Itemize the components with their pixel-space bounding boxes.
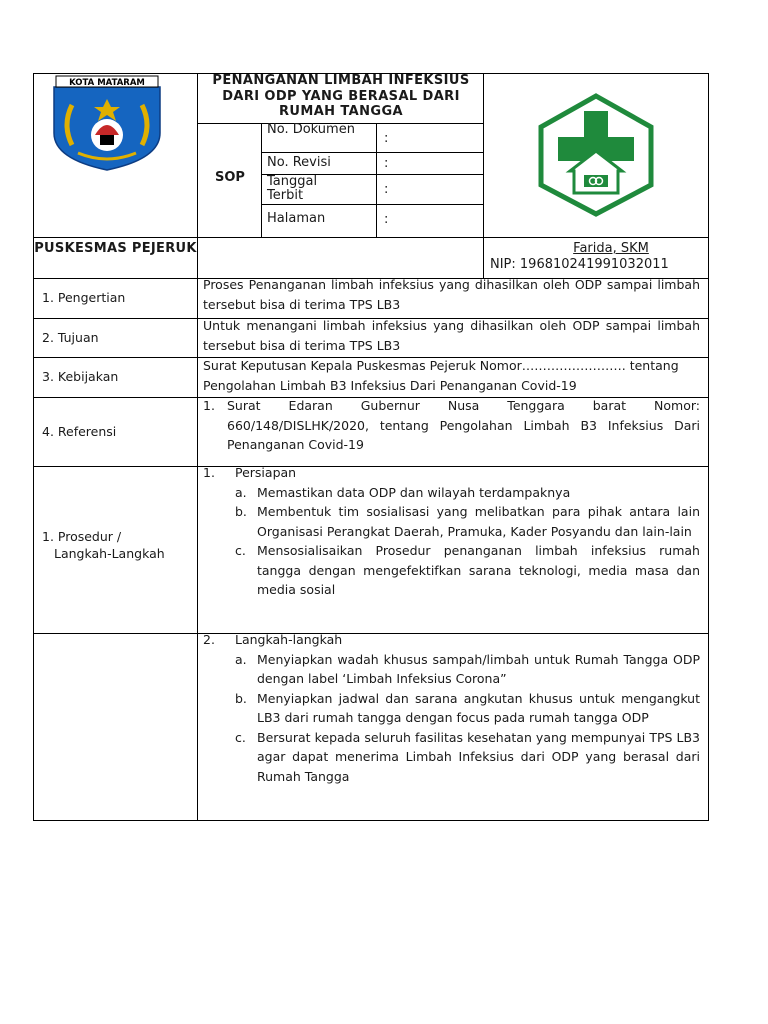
label-prosedur-line1: 1. Prosedur / <box>42 529 122 544</box>
meta-label-halaman: Halaman <box>267 211 326 226</box>
list-item <box>203 650 700 689</box>
sop-label: SOP <box>215 170 245 185</box>
signer-nip: NIP: 196810241991032011 <box>490 257 669 272</box>
label-prosedur-line2: Langkah-Langkah <box>54 546 165 561</box>
meta-label-no-dokumen: No. Dokumen <box>267 122 355 137</box>
list-text: Menyiapkan wadah khusus sampah/limbah untuk Rumah Tangga ODP dengan label ‘Limbah Infeksius Corona” <box>257 651 700 686</box>
list-mark: b. <box>235 690 247 706</box>
referensi-text: Surat Edaran Gubernur Nusa Tenggara barat Nomor: 660/148/DISLHK/2020, tentang Pengolahan Limbah B3 Infeksius Dari Penanganan Covid-19 <box>227 398 700 452</box>
list-text: Memastikan data ODP dan wilayah terdampaknya <box>257 484 571 500</box>
meta-value-no-revisi: : <box>384 156 389 171</box>
persiapan-section <box>203 463 700 600</box>
meta-label-tanggal-terbit: Tanggal Terbit <box>267 174 318 203</box>
meta-value-no-dokumen: : <box>384 131 389 146</box>
kota-mataram-logo <box>48 75 166 171</box>
list-mark: c. <box>235 729 246 745</box>
persiapan-number: 1. <box>203 465 215 480</box>
document-title: PENANGANAN LIMBAH INFEKSIUS DARI ODP YANG BERASAL DARI RUMAH TANGGA <box>212 73 470 119</box>
list-mark: a. <box>235 484 247 500</box>
logo-text: KOTA MATARAM <box>69 78 145 88</box>
langkah-number: 2. <box>203 632 215 647</box>
list-mark: a. <box>235 651 247 667</box>
list-item <box>203 502 700 541</box>
persiapan-title: Persiapan <box>235 465 297 480</box>
list-item <box>203 728 700 787</box>
list-mark: b. <box>235 504 247 519</box>
langkah-section <box>203 630 700 786</box>
list-mark: c. <box>235 543 246 558</box>
signer-name: Farida, SKM <box>573 241 649 256</box>
list-item <box>203 541 700 600</box>
meta-value-tanggal-terbit: : <box>384 182 389 197</box>
list-text: Membentuk tim sosialisasi yang melibatkan para pihak antara lain Organisasi Perangkat Daerah, Pramuka, Kader Posyandu dan lain-lain <box>257 504 700 539</box>
text-pengertian: Proses Penanganan limbah infeksius yang dihasilkan oleh ODP sampai limbah tersebut bisa di terima TPS LB3 <box>203 277 700 312</box>
organization-name: PUSKESMAS PEJERUK <box>34 241 197 256</box>
text-tujuan: Untuk menangani limbah infeksius yang dihasilkan oleh ODP sampai limbah tersebut bisa di terima TPS LB3 <box>203 318 700 353</box>
list-text: Menyiapkan jadwal dan sarana angkutan khusus untuk mengangkut LB3 dari rumah tangga dengan focus pada rumah tangga ODP <box>257 690 700 725</box>
referensi-number: 1. <box>203 398 215 413</box>
puskesmas-logo <box>538 93 654 217</box>
referensi-item <box>203 396 700 455</box>
label-prosedur <box>42 528 165 562</box>
text-kebijakan: Surat Keputusan Kepala Puskesmas Pejeruk Nomor……………………. tentang Pengolahan Limbah B3 Infeksius Dari Penanganan Covid-19 <box>203 358 679 393</box>
list-text: Mensosialisaikan Prosedur penanganan limbah infeksius rumah tangga dengan mengefektifkan sarana teknologi, media masa dan media sosial <box>257 543 700 597</box>
label-kebijakan: 3. Kebijakan <box>42 369 119 384</box>
signer-block <box>484 241 708 273</box>
langkah-title: Langkah-langkah <box>235 632 343 647</box>
list-item <box>203 689 700 728</box>
list-text: Bersurat kepada seluruh fasilitas kesehatan yang mempunyai TPS LB3 agar dapat menerima Limbah Infeksius dari ODP yang berasal dari Rumah Tangga <box>257 729 700 784</box>
meta-value-halaman: : <box>384 212 389 227</box>
label-pengertian: 1. Pengertian <box>42 290 126 305</box>
label-tujuan: 2. Tujuan <box>42 330 99 345</box>
list-item <box>203 483 700 503</box>
meta-label-no-revisi: No. Revisi <box>267 155 331 170</box>
label-referensi: 4. Referensi <box>42 424 117 439</box>
